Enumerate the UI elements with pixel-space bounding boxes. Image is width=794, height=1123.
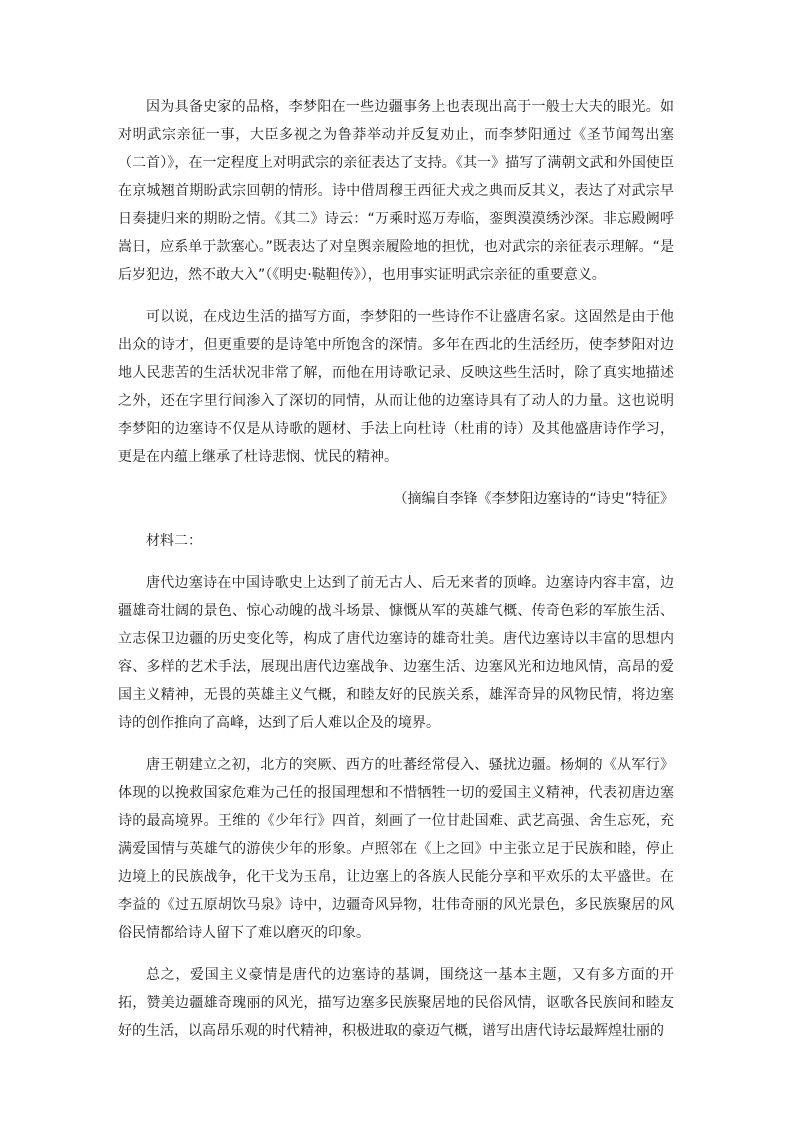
paragraph-5: 总之，爱国主义豪情是唐代的边塞诗的基调，围绕这一基本主题，又有多方面的开拓，赞美边疆雄奇瑰丽的风光，描写边塞多民族聚居地的民俗风情，讴歌各民族间和睦友好的生活，以高昂乐观的时代精神，积极进取的豪迈气概，谱写出唐代诗坛最辉煌壮丽的 bbox=[118, 967, 674, 1039]
document-page bbox=[118, 93, 674, 1045]
paragraph-4: 唐王朝建立之初，北方的突厥、西方的吐蕃经常侵入、骚扰边疆。杨炯的《从军行》体现的以挽救国家危难为己任的报国理想和不惜牺牲一切的爱国主义精神，代表初唐边塞诗的最高境界。王维的《少年行》四首，刻画了一位甘赴国难、武艺高强、舍生忘死，充满爱国情与英雄气的游侠少年的形象。卢照邻在《上之回》中主张立足于民族和睦，停止边境上的民族战争，化干戈为玉帛，让边塞上的各族人民能分享和平欢乐的太平盛世。在李益的《过五原胡饮马泉》诗中，边疆奇风异物，壮伟奇丽的风光景色，多民族聚居的风俗民情都给诗人留下了难以磨灭的印象。 bbox=[118, 757, 674, 941]
material-2-heading: 材料二： bbox=[146, 533, 202, 549]
source-citation: （摘编自李锋《李梦阳边塞诗的“诗史”特征》 bbox=[393, 491, 674, 507]
paragraph-2: 可以说，在戍边生活的描写方面，李梦阳的一些诗作不让盛唐名家。这固然是由于他出众的诗才，但更重要的是诗笔中所饱含的深情。多年在西北的生活经历，使李梦阳对边地人民悲苦的生活状况非常了解，而他在用诗歌记录、反映这些生活时，除了真实地描述之外，还在字里行间渗入了深切的同情，从而让他的边塞诗具有了动人的力量。这也说明李梦阳的边塞诗不仅是从诗歌的题材、手法上向杜诗（杜甫的诗）及其他盛唐诗作学习，更是在内蕴上继承了杜诗悲悯、忧民的精神。 bbox=[118, 309, 674, 465]
paragraph-1: 因为具备史家的品格，李梦阳在一些边疆事务上也表现出高于一般士大夫的眼光。如对明武宗亲征一事，大臣多视之为鲁莽举动并反复劝止，而李梦阳通过《圣节闻驾出塞（二首）》，在一定程度上对明武宗的亲征表达了支持。《其一》描写了满朝文武和外国使臣在京城翘首期盼武宗回朝的情形。诗中借周穆王西征犬戎之典而反其义，表达了对武宗早日奏捷归来的期盼之情。《其二》诗云：“万乘时巡万寿临，銮舆漠漠绣沙深。非忘殿阙呼嵩日，应系单于款塞心。”既表达了对皇舆亲履险地的担忧，也对武宗的亲征表示理解。“是后岁犯边，然不敢大入”（《明史·鞑靼传》），也用事实证明武宗亲征的重要意义。 bbox=[118, 99, 674, 283]
paragraph-3: 唐代边塞诗在中国诗歌史上达到了前无古人、后无来者的顶峰。边塞诗内容丰富，边疆雄奇壮阔的景色、惊心动魄的战斗场景、慷慨从军的英雄气概、传奇色彩的军旅生活、立志保卫边疆的历史变化等，构成了唐代边塞诗的雄奇壮美。唐代边塞诗以丰富的思想内容、多样的艺术手法，展现出唐代边塞战争、边塞生活、边塞风光和边地风情，高昂的爱国主义精神，无畏的英雄主义气概，和睦友好的民族关系，雄浑奇异的风物民情，将边塞诗的创作推向了高峰，达到了后人难以企及的境界。 bbox=[118, 575, 674, 731]
